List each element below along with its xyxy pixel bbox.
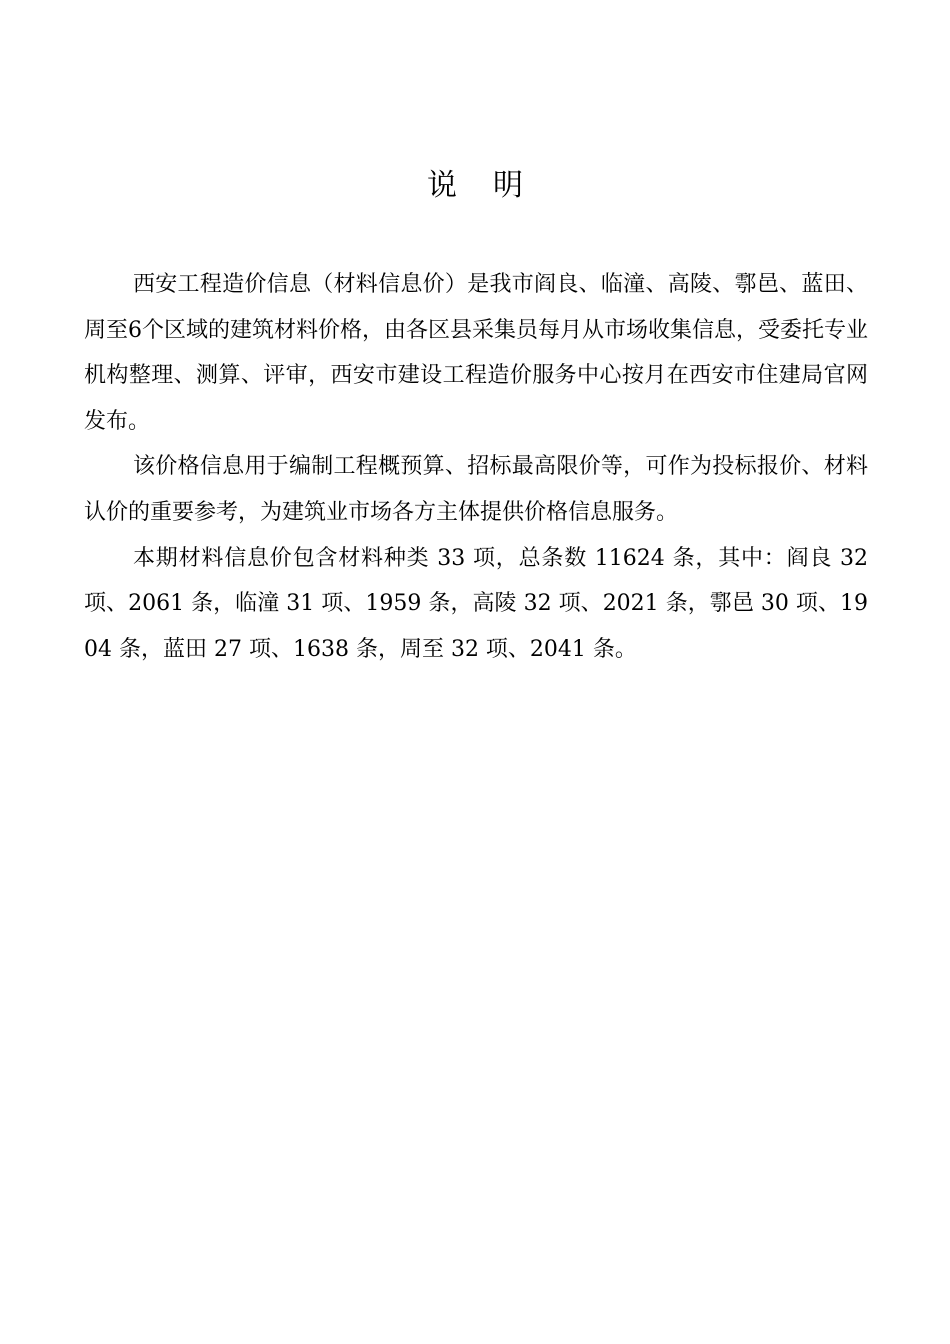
page-title: 说明	[427, 168, 559, 203]
paragraph-statistics: 本期材料信息价包含材料种类 33 项，总条数 11624 条，其中：阎良 32 项、2061 条，临潼 31 项、1959 条，高陵 32 项、2021 条，鄠邑 30 项、1904 条，蓝田 27 项、1638 条，周至 32 项、2041 条。	[84, 545, 868, 662]
document-body	[84, 262, 868, 672]
paragraph-usage: 该价格信息用于编制工程概预算、招标最高限价等，可作为投标报价、材料认价的重要参考，为建筑业市场各方主体提供价格信息服务。	[84, 454, 868, 525]
paragraph-intro: 西安工程造价信息（材料信息价）是我市阎良、临潼、高陵、鄠邑、蓝田、周至6个区域的建筑材料价格，由各区县采集员每月从市场收集信息，受委托专业机构整理、测算、评审，西安市建设工程造价服务中心按月在西安市住建局官网发布。	[84, 272, 868, 434]
